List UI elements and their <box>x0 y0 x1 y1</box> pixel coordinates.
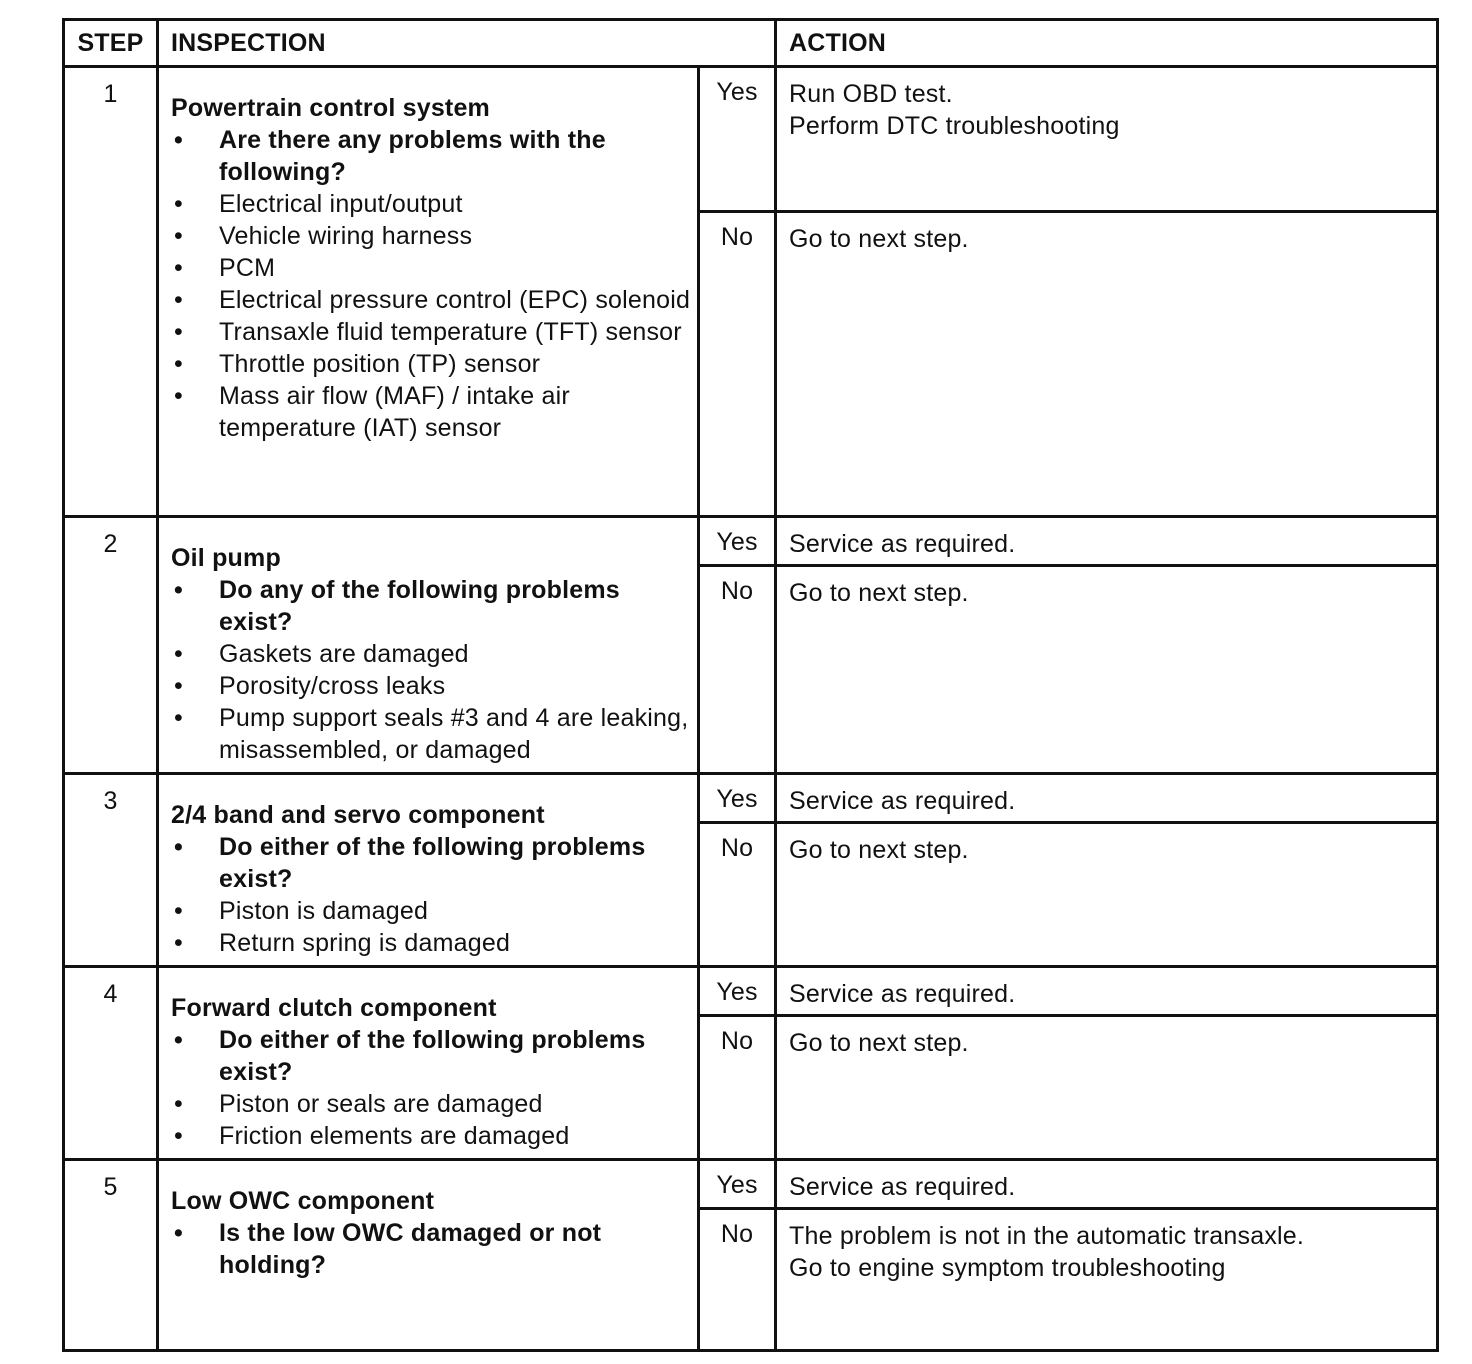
step-number: 1 <box>64 67 158 517</box>
no-label: No <box>699 212 776 517</box>
troubleshooting-table <box>62 18 1439 1352</box>
action-line: Service as required. <box>789 980 1016 1008</box>
bullet-icon: • <box>174 640 183 668</box>
bullet-icon: • <box>174 254 183 282</box>
yes-action <box>776 774 1438 823</box>
inspection-item <box>171 895 691 927</box>
step-number: 2 <box>64 517 158 774</box>
bullet-icon: • <box>174 1090 183 1118</box>
action-line: Service as required. <box>789 530 1016 558</box>
inspection-item <box>171 702 691 766</box>
inspection-title: Powertrain control system <box>171 94 490 122</box>
bullet-icon: • <box>174 833 183 861</box>
inspection-item-text: Is the low OWC damaged or not holding? <box>219 1219 602 1279</box>
step-number: 5 <box>64 1160 158 1351</box>
yes-label: Yes <box>699 67 776 212</box>
action-line: Run OBD test. <box>789 80 953 108</box>
yes-action <box>776 67 1438 212</box>
action-line: The problem is not in the automatic transaxle. <box>789 1222 1305 1250</box>
inspection-item <box>171 252 691 284</box>
inspection-item-text: Pump support seals #3 and 4 are leaking, misassembled, or damaged <box>219 704 689 764</box>
inspection-item <box>171 316 691 348</box>
step-header: STEP <box>64 20 158 67</box>
inspection-item-text: Electrical pressure control (EPC) solenoid <box>219 286 691 314</box>
inspection-item-text: Do any of the following problems exist? <box>219 576 620 636</box>
no-label: No <box>699 823 776 967</box>
inspection-item-text: Piston is damaged <box>219 897 429 925</box>
inspection-item-text: Electrical input/output <box>219 190 463 218</box>
inspection-cell <box>158 967 699 1160</box>
inspection-item-text: Vehicle wiring harness <box>219 222 473 250</box>
inspection-title: Low OWC component <box>171 1187 435 1215</box>
inspection-cell <box>158 1160 699 1351</box>
bullet-icon: • <box>174 222 183 250</box>
troubleshooting-sheet <box>62 18 1439 1352</box>
inspection-cell <box>158 774 699 967</box>
no-action <box>776 212 1438 517</box>
bullet-icon: • <box>174 318 183 346</box>
bullet-icon: • <box>174 1122 183 1150</box>
step-number: 3 <box>64 774 158 967</box>
action-line: Go to next step. <box>789 836 969 864</box>
inspection-item-text: Return spring is damaged <box>219 929 511 957</box>
inspection-item-text: Throttle position (TP) sensor <box>219 350 541 378</box>
bullet-icon: • <box>174 897 183 925</box>
inspection-item <box>171 670 691 702</box>
action-header: ACTION <box>776 20 1438 67</box>
bullet-icon: • <box>174 286 183 314</box>
inspection-item-text: Do either of the following problems exist? <box>219 1026 646 1086</box>
inspection-item <box>171 638 691 670</box>
header-row <box>64 20 1438 67</box>
inspection-item-text: Are there any problems with the following? <box>219 126 606 186</box>
inspection-item-text: Transaxle fluid temperature (TFT) sensor <box>219 318 682 346</box>
bullet-icon: • <box>174 382 183 410</box>
step-row-yes <box>64 967 1438 1016</box>
inspection-cell <box>158 67 699 517</box>
action-line: Service as required. <box>789 787 1016 815</box>
action-line: Service as required. <box>789 1173 1016 1201</box>
table-body <box>64 67 1438 1351</box>
yes-label: Yes <box>699 774 776 823</box>
bullet-icon: • <box>174 350 183 378</box>
no-action <box>776 566 1438 774</box>
inspection-title: Forward clutch component <box>171 994 497 1022</box>
yes-label: Yes <box>699 517 776 566</box>
bullet-icon: • <box>174 190 183 218</box>
inspection-item <box>171 220 691 252</box>
action-line: Go to engine symptom troubleshooting <box>789 1254 1226 1282</box>
inspection-cell <box>158 517 699 774</box>
action-line: Go to next step. <box>789 1029 969 1057</box>
yes-action <box>776 517 1438 566</box>
no-label: No <box>699 1016 776 1160</box>
inspection-item <box>171 284 691 316</box>
inspection-item <box>171 574 691 638</box>
step-row-yes <box>64 1160 1438 1209</box>
step-number: 4 <box>64 967 158 1160</box>
inspection-item-text: PCM <box>219 254 276 282</box>
no-action <box>776 823 1438 967</box>
yes-action <box>776 967 1438 1016</box>
action-line: Go to next step. <box>789 579 969 608</box>
action-line: Perform DTC troubleshooting <box>789 112 1120 140</box>
bullet-icon: • <box>174 672 183 700</box>
action-line: Go to next step. <box>789 225 969 253</box>
step-row-yes <box>64 517 1438 566</box>
inspection-item-text: Porosity/cross leaks <box>219 672 446 700</box>
inspection-item <box>171 1120 691 1152</box>
no-label: No <box>699 566 776 774</box>
inspection-item-text: Mass air flow (MAF) / intake air temperature (IAT) sensor <box>219 382 570 442</box>
step-row-yes <box>64 67 1438 212</box>
inspection-item-text: Do either of the following problems exist? <box>219 833 646 893</box>
inspection-item <box>171 1024 691 1088</box>
inspection-item <box>171 348 691 380</box>
inspection-item <box>171 831 691 895</box>
inspection-item <box>171 188 691 220</box>
no-action <box>776 1209 1438 1351</box>
bullet-icon: • <box>174 704 183 732</box>
inspection-item-text: Piston or seals are damaged <box>219 1090 543 1118</box>
bullet-icon: • <box>174 1026 183 1054</box>
bullet-icon: • <box>174 576 183 604</box>
inspection-header: INSPECTION <box>158 20 776 67</box>
yes-action <box>776 1160 1438 1209</box>
bullet-icon: • <box>174 126 183 154</box>
no-label: No <box>699 1209 776 1351</box>
inspection-item <box>171 1217 691 1281</box>
inspection-item-text: Friction elements are damaged <box>219 1122 570 1150</box>
inspection-title: Oil pump <box>171 544 281 572</box>
inspection-item <box>171 380 691 444</box>
step-row-yes <box>64 774 1438 823</box>
yes-label: Yes <box>699 967 776 1016</box>
yes-label: Yes <box>699 1160 776 1209</box>
inspection-title: 2/4 band and servo component <box>171 801 545 829</box>
inspection-item <box>171 1088 691 1120</box>
bullet-icon: • <box>174 929 183 957</box>
inspection-item <box>171 927 691 959</box>
inspection-item <box>171 124 691 188</box>
bullet-icon: • <box>174 1219 183 1247</box>
no-action <box>776 1016 1438 1160</box>
inspection-item-text: Gaskets are damaged <box>219 640 469 668</box>
